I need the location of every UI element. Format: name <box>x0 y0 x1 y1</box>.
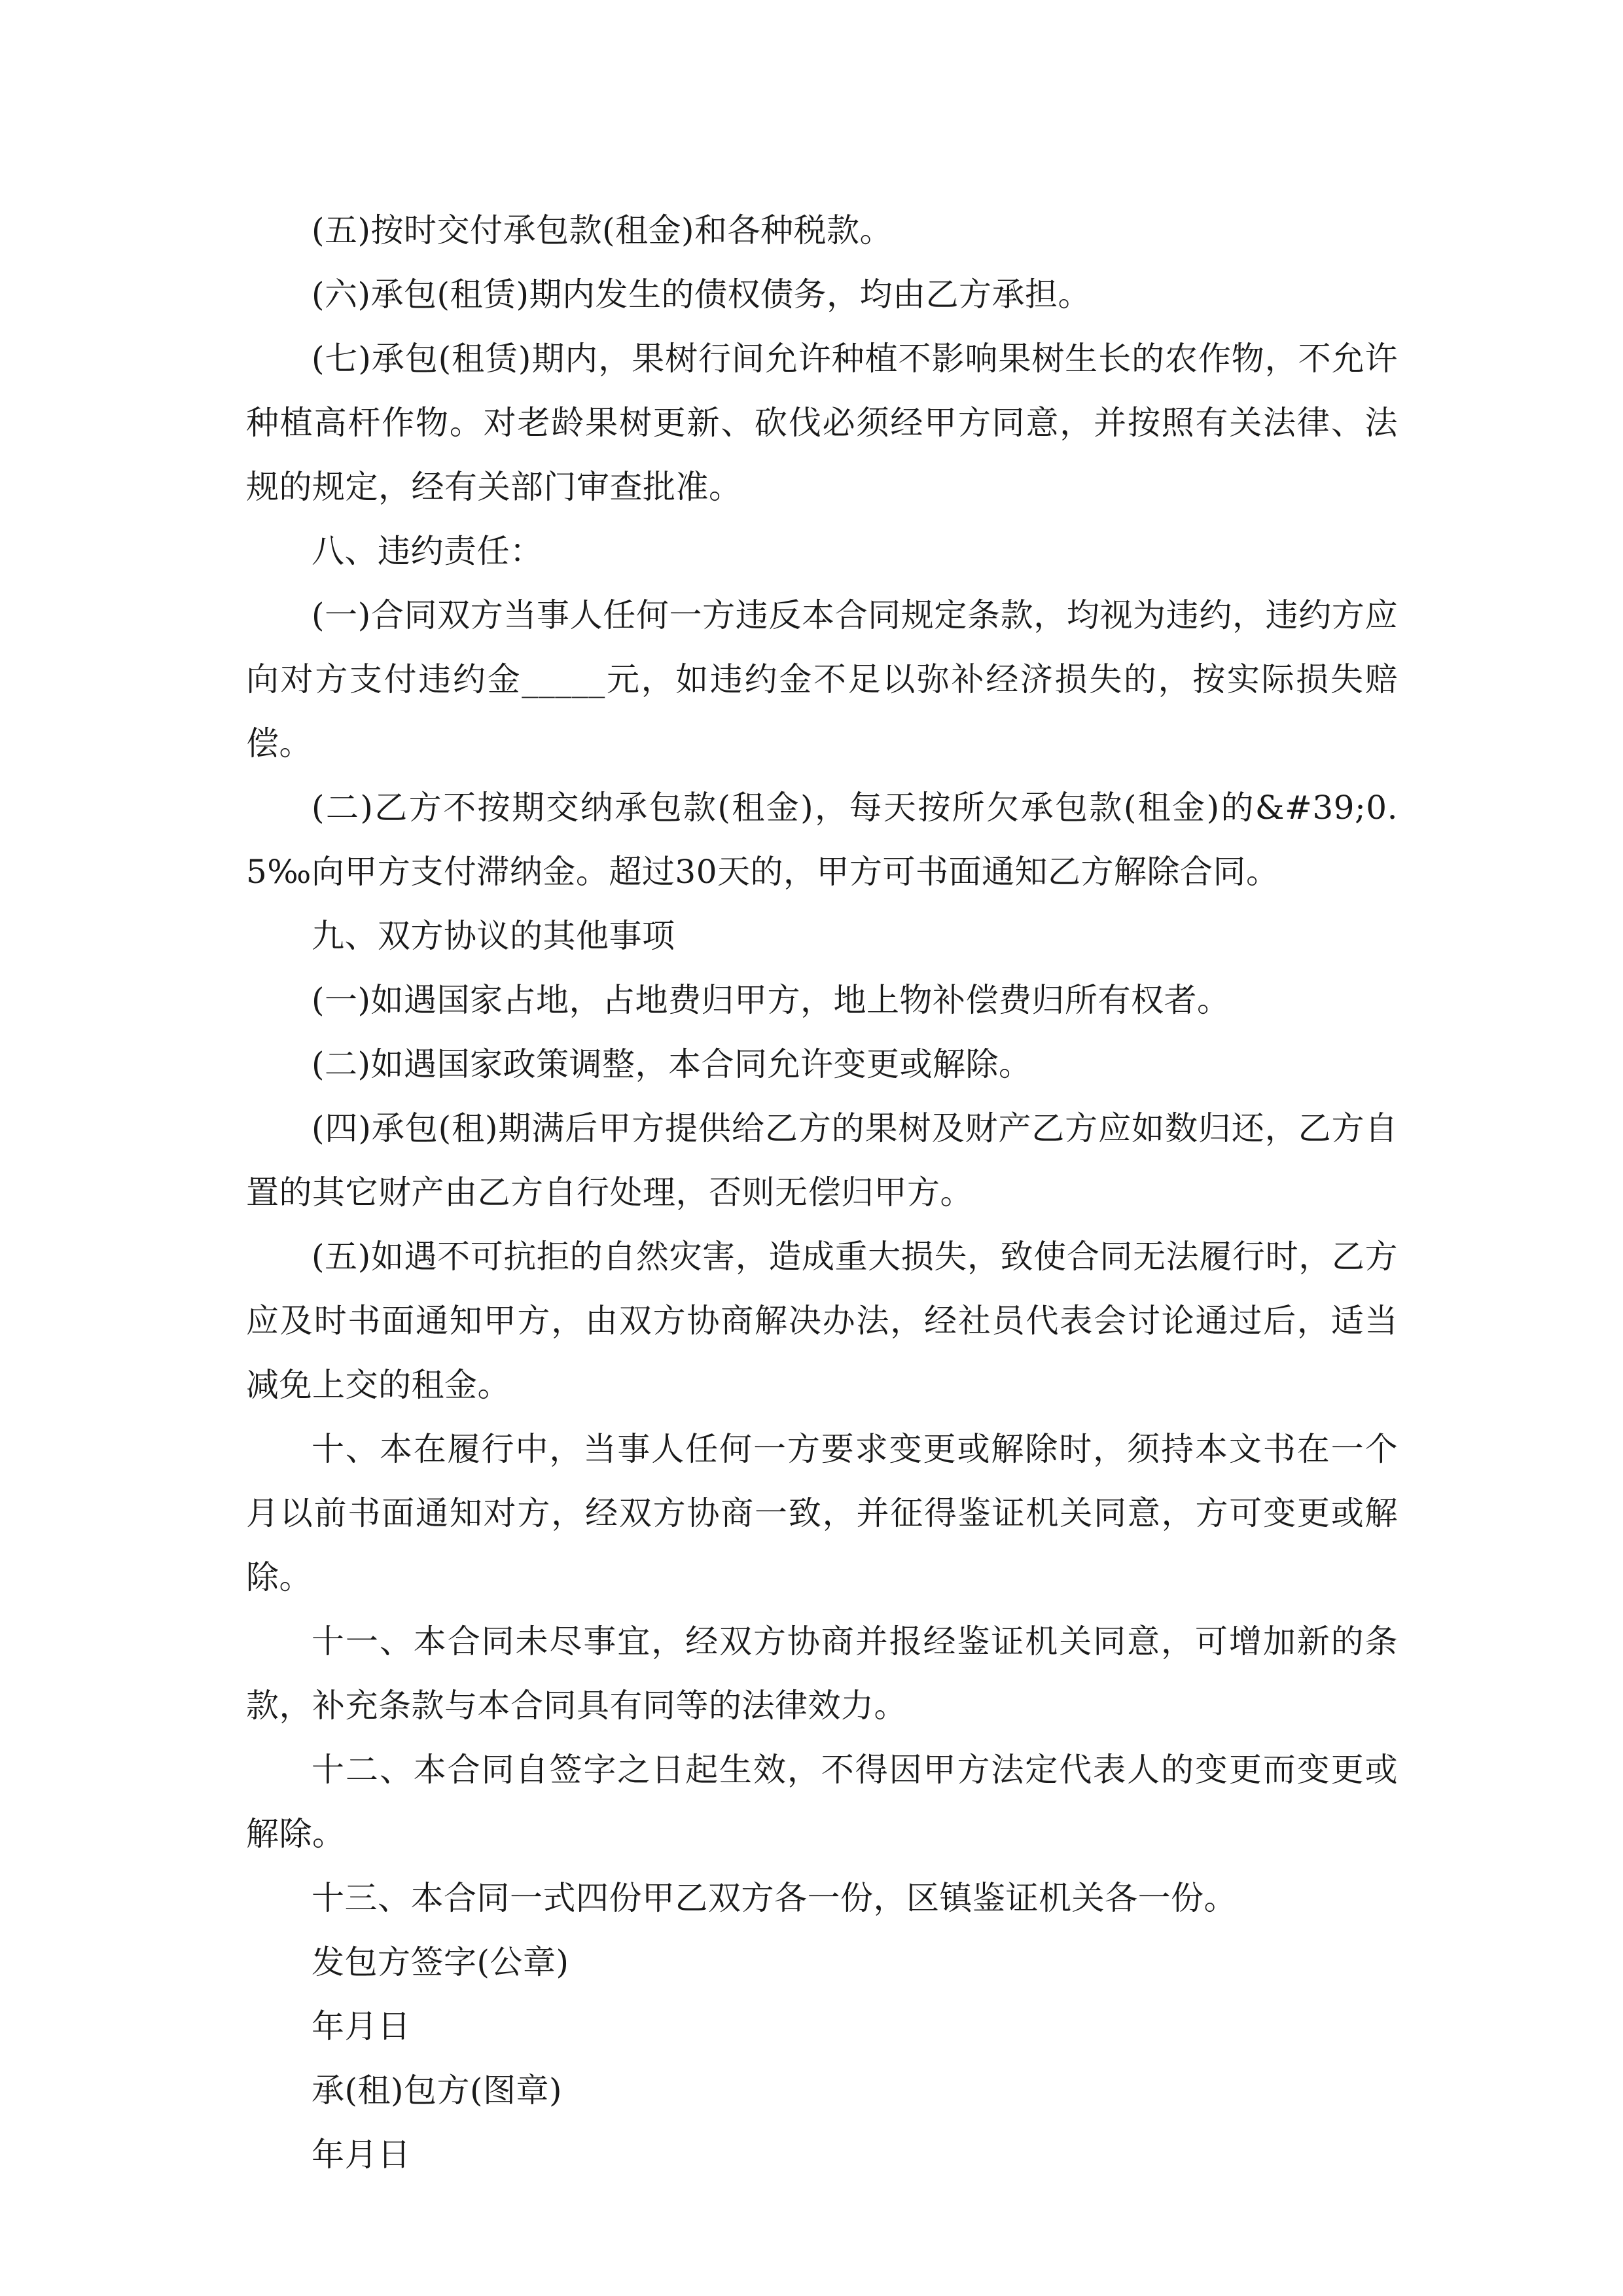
paragraph-other-2: (二)如遇国家政策调整，本合同允许变更或解除。 <box>312 1045 1032 1083</box>
paragraph-clause-10: 十、本在履行中，当事人任何一方要求变更或解除时，须持本文书在一个月以前书面通知对方，经双方协商一致，并征得鉴证机关同意，方可变更或解除。 <box>246 1430 1398 1596</box>
paragraph-clause-12: 十二、本合同自签字之日起生效，不得因甲方法定代表人的变更而变更或解除。 <box>246 1751 1398 1853</box>
signature-line-contractor: 发包方签字(公章) <box>312 1943 569 1981</box>
paragraph-other-5: (五)如遇不可抗拒的自然灾害，造成重大损失，致使合同无法履行时，乙方应及时书面通知甲方，由双方协商解决办法，经社员代表会讨论通过后，适当减免上交的租金。 <box>246 1238 1398 1404</box>
paragraph-clause-13: 十三、本合同一式四份甲乙双方各一份，区镇鉴证机关各一份。 <box>312 1879 1237 1917</box>
paragraph-breach-1: (一)合同双方当事人任何一方违反本合同规定条款，均视为违约，违约方应向对方支付违约金_____元，如违约金不足以弥补经济损失的，按实际损失赔偿。 <box>246 596 1398 762</box>
paragraph-breach-2: (二)乙方不按期交纳承包款(租金)，每天按所欠承包款(租金)的&#39;0.5‰向甲方支付滞纳金。超过30天的，甲方可书面通知乙方解除合同。 <box>246 789 1398 891</box>
paragraph-clause-6-debts: (六)承包(租赁)期内发生的债权债务，均由乙方承担。 <box>312 276 1092 314</box>
date-line-contractor: 年月日 <box>312 2007 411 2045</box>
date-line-lessee: 年月日 <box>312 2136 411 2174</box>
paragraph-other-4: (四)承包(租)期满后甲方提供给乙方的果树及财产乙方应如数归还，乙方自置的其它财产由乙方自行处理，否则无偿归甲方。 <box>246 1109 1398 1211</box>
paragraph-clause-7-planting: (七)承包(租赁)期内，果树行间允许种植不影响果树生长的农作物，不允许种植高杆作物。对老龄果树更新、砍伐必须经甲方同意，并按照有关法律、法规的规定，经有关部门审查批准。 <box>246 340 1398 506</box>
section-heading-other-matters: 九、双方协议的其他事项 <box>312 917 675 955</box>
paragraph-other-1: (一)如遇国家占地，占地费归甲方，地上物补偿费归所有权者。 <box>312 981 1230 1019</box>
section-heading-breach: 八、违约责任： <box>312 532 543 570</box>
paragraph-clause-5-payment: (五)按时交付承包款(租金)和各种税款。 <box>312 211 893 249</box>
document-body <box>246 198 1398 2187</box>
paragraph-clause-11: 十一、本合同未尽事宜，经双方协商并报经鉴证机关同意，可增加新的条款，补充条款与本合同具有同等的法律效力。 <box>246 1623 1398 1725</box>
signature-line-lessee: 承(租)包方(图章) <box>312 2072 563 2109</box>
